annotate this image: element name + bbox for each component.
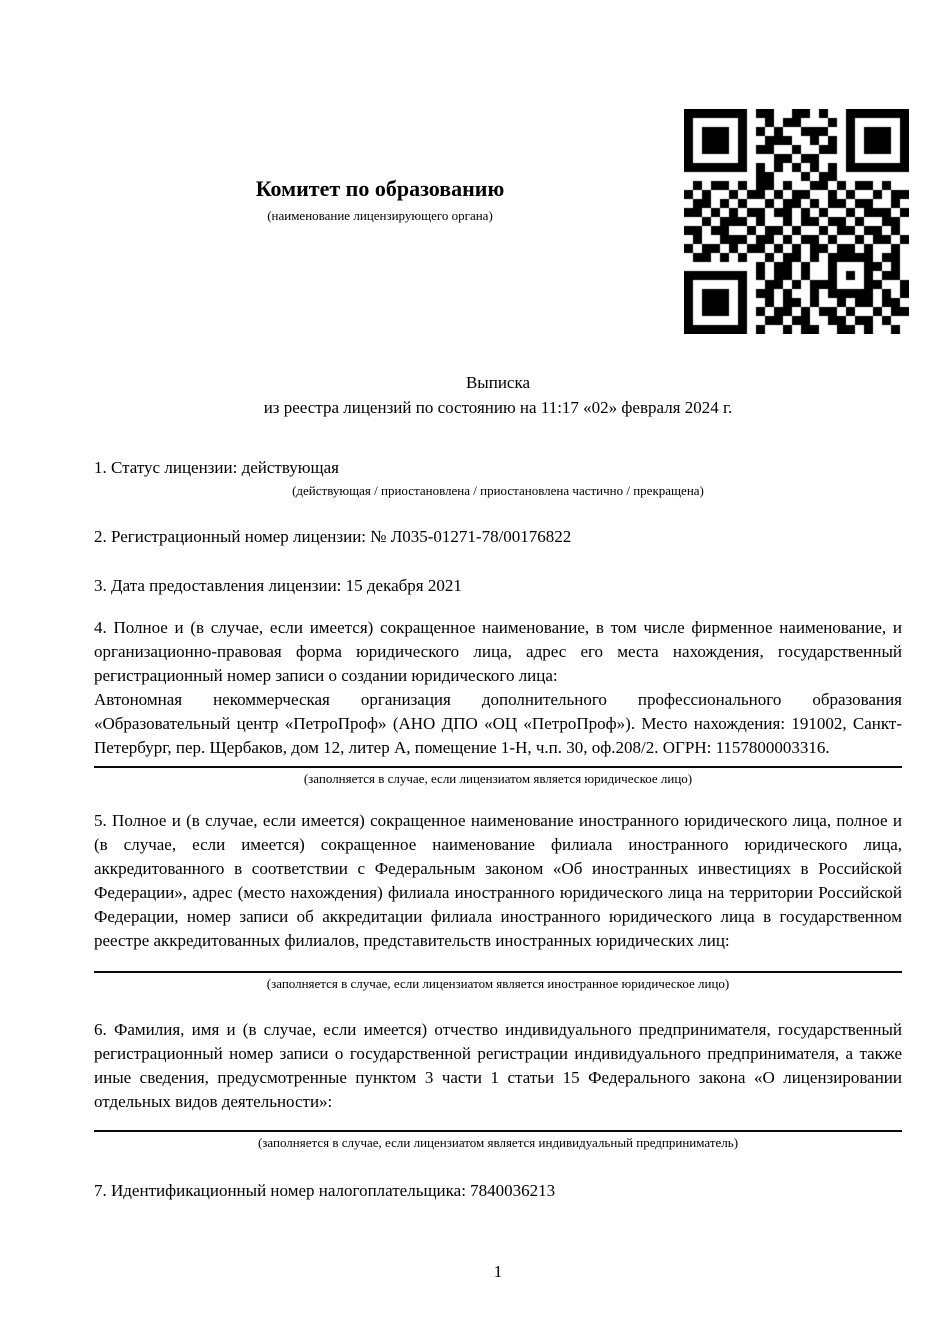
document-title-line2: из реестра лицензий по состоянию на 11:17 «02» февраля 2024 г.: [263, 398, 733, 417]
legal-entity-caption: (заполняется в случае, если лицензиатом является юридическое лицо): [303, 771, 693, 786]
item-inn: [94, 1179, 902, 1203]
legal-entity-value: Автономная некоммерческая организация дополнительного профессионального образования «Образовательный центр «ПетроПроф» (АНО ДПО «ОЦ «ПетроПроф»). Место нахождения: 191002, Санкт-Петербург, пер. Щербаков, дом 12, литер А, помещение 1-Н, ч.п. 30, оф.208/2. ОГРН: 1157800003316.: [94, 690, 902, 757]
registration-number-text: 2. Регистрационный номер лицензии: № Л035-01271-78/00176822: [94, 527, 572, 546]
item-foreign-entity: [94, 809, 902, 992]
legal-entity-fill-line: [94, 766, 902, 768]
document-title-line1: Выписка: [465, 373, 531, 392]
page-number: 1: [493, 1262, 503, 1281]
document-title: [94, 370, 902, 420]
item-grant-date: [94, 574, 902, 598]
individual-entrepreneur-text: 6. Фамилия, имя и (в случае, если имеется) отчество индивидуального предпринимателя, государственный регистрационный номер записи о государственной регистрации индивидуального предпринимателя, а также иные сведения, предусмотренные пунктом 3 части 1 статьи 15 Федерального закона «О лицензировании отдельных видов деятельности»:: [94, 1020, 902, 1111]
legal-entity-text: 4. Полное и (в случае, если имеется) сокращенное наименование, в том числе фирменное наименование, и организационно-правовая форма юридического лица, адрес его места нахождения, государственный регистрационный номер записи о создании юридического лица:: [94, 618, 902, 685]
licensing-authority-header: [94, 176, 666, 224]
item-license-status: [94, 456, 902, 499]
item-registration-number: [94, 525, 902, 549]
foreign-entity-fill-line: [94, 971, 902, 973]
item-individual-entrepreneur: [94, 1018, 902, 1151]
inn-text: 7. Идентификационный номер налогоплательщика: 7840036213: [94, 1181, 556, 1200]
license-status-caption: (действующая / приостановлена / приостановлена частично / прекращена): [292, 483, 704, 498]
individual-entrepreneur-fill-line: [94, 1130, 902, 1132]
license-status-text: 1. Статус лицензии: действующая: [94, 458, 339, 477]
licensing-authority-caption: (наименование лицензирующего органа): [267, 208, 493, 223]
item-legal-entity: [94, 616, 902, 787]
foreign-entity-caption: (заполняется в случае, если лицензиатом является иностранное юридическое лицо): [266, 976, 730, 991]
individual-entrepreneur-caption: (заполняется в случае, если лицензиатом является индивидуальный предприниматель): [257, 1135, 739, 1150]
grant-date-text: 3. Дата предоставления лицензии: 15 декабря 2021: [94, 576, 462, 595]
foreign-entity-text: 5. Полное и (в случае, если имеется) сокращенное наименование иностранного юридического лица, полное и (в случае, если имеется) сокращенное наименование филиала иностранного юридического лица, аккредитованного в соответствии с Федеральным законом «Об иностранных инвестициях в Российской Федерации», адрес (место нахождения) филиала иностранного юридического лица на территории Российской Федерации, номер записи об аккредитации филиала иностранного юридического лица в государственном реестре аккредитованных филиалов, представительств иностранных юридических лиц:: [94, 811, 902, 950]
licensing-authority-name: Комитет по образованию: [255, 176, 505, 201]
qr-code: [684, 109, 909, 334]
